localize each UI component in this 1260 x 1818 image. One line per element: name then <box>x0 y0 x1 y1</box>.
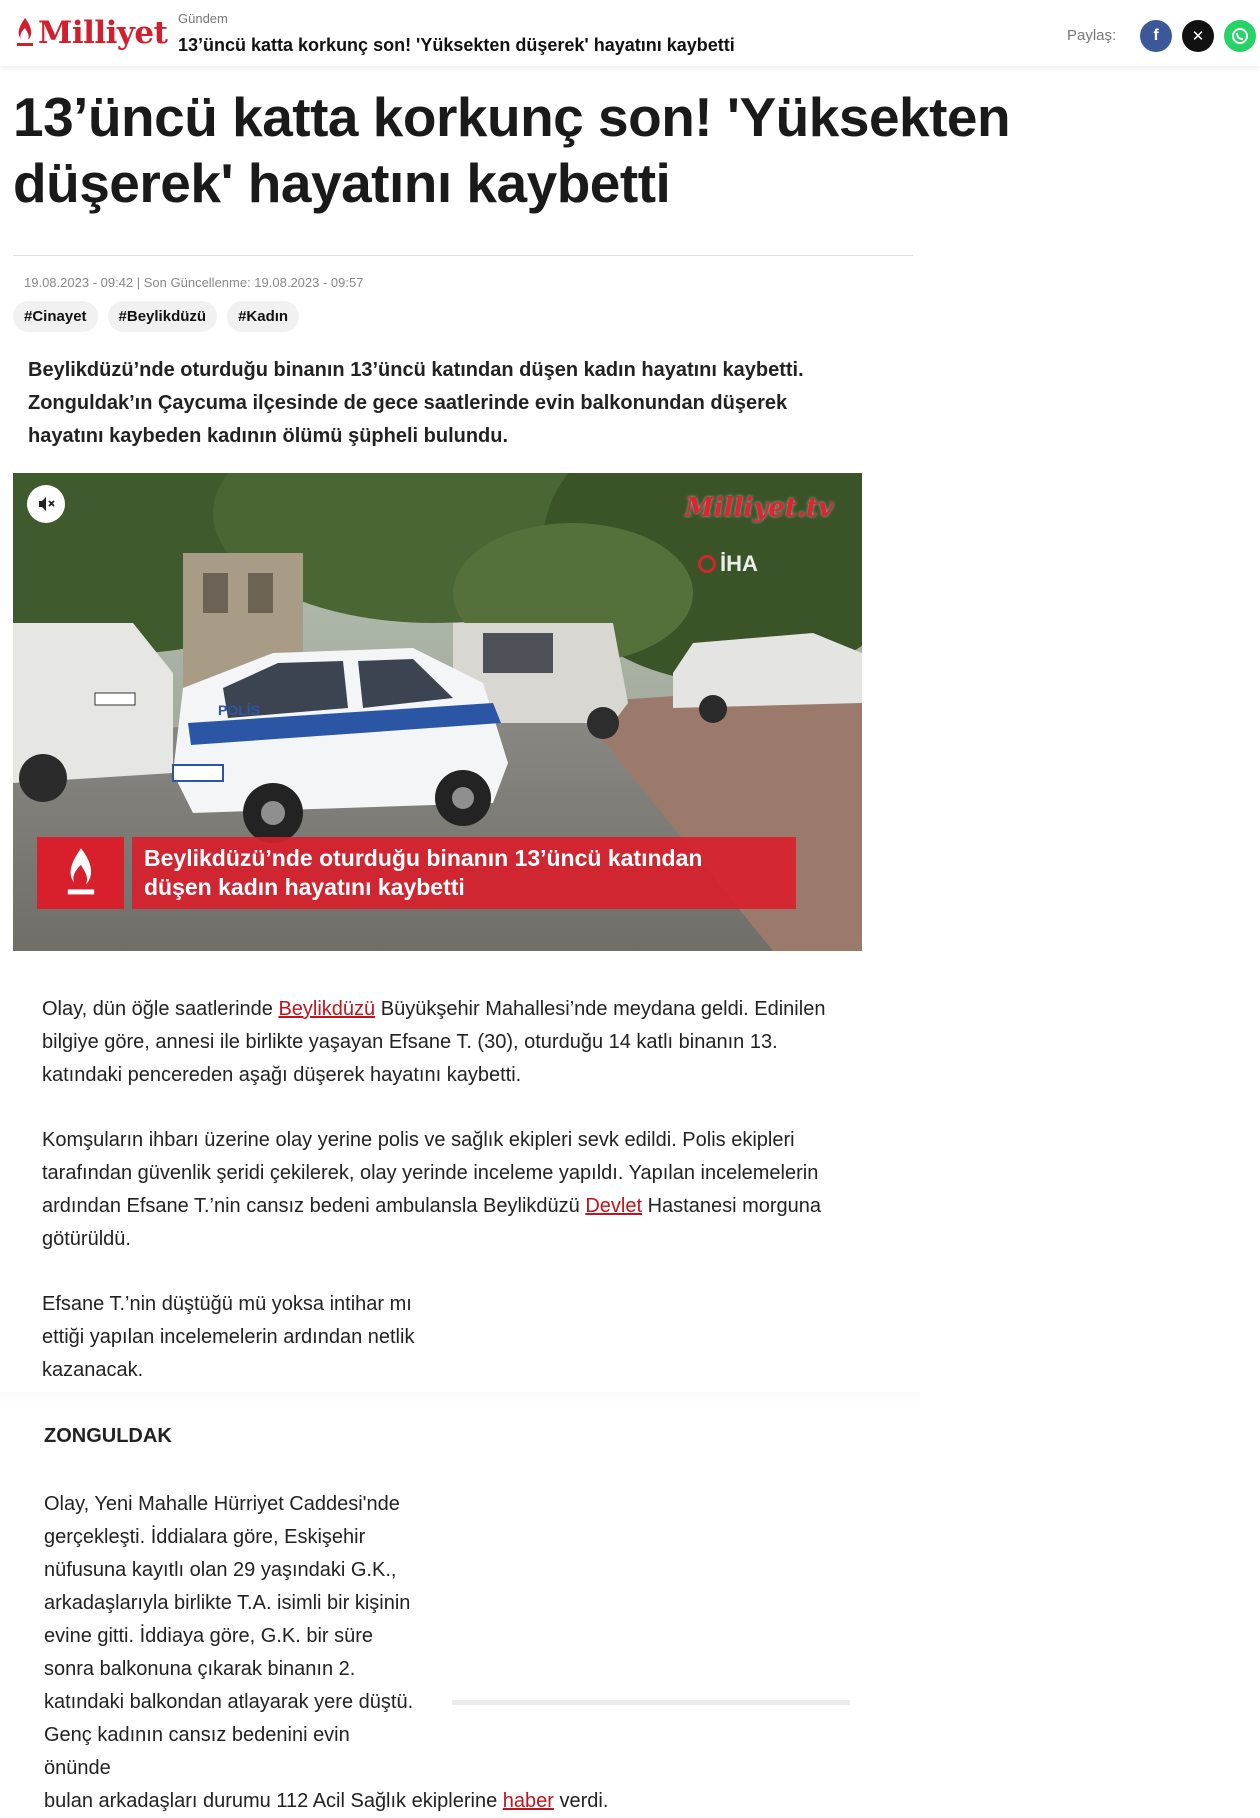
paragraph-4: Olay, Yeni Mahalle Hürriyet Caddesi'nde gerçekleşti. İddialara göre, Eskişehir nüfusuna kayıtlı olan 29 yaşındaki G.K., arkadaşlarıyla birlikte T.A. isimli bir kişinin evine gitti. İddiaya göre, G.K. bir süre sonra balkonuna çıkarak binanın 2. katındaki balkondan atlayarak yere düştü. Genç kadının cansız bedenini evin önünde bulan arkadaşları durumu 112 Acil Sağlık ekiplerine haber verdi. <box>44 1493 609 1812</box>
milliyet-tv-watermark: Milliyet.tv <box>685 493 834 523</box>
ad-placeholder <box>452 1700 850 1705</box>
tag-list <box>13 301 299 332</box>
share-label: Paylaş: <box>1067 27 1117 44</box>
breadcrumb-category[interactable]: Gündem <box>178 11 228 26</box>
facebook-icon: f <box>1153 27 1159 44</box>
tag-beylikduzu[interactable]: #Beylikdüzü <box>108 301 218 332</box>
section-heading-zonguldak: ZONGULDAK <box>44 1425 172 1447</box>
iha-logo-icon <box>698 555 716 573</box>
milliyet-logo[interactable] <box>14 14 167 52</box>
article-headline: 13’üncü katta korkunç son! 'Yüksekten düşerek' hayatını kaybetti <box>13 86 1011 214</box>
flame-icon <box>37 837 124 909</box>
paragraph-2: Komşuların ihbarı üzerine olay yerine polis ve sağlık ekipleri sevk edildi. Polis ekipleri tarafından güvenlik şeridi çekilerek, olay yerinde inceleme yapıldı. Yapılan incelemelerin ardından Efsane T.’nin cansız bedeni ambulansla Beylikdüzü Devlet Hastanesi morguna götürüldü. <box>42 1129 821 1250</box>
x-icon: ✕ <box>1191 28 1205 45</box>
tag-kadin[interactable]: #Kadın <box>227 301 299 332</box>
link-haber[interactable]: haber <box>502 1790 554 1812</box>
whatsapp-icon <box>1231 27 1249 45</box>
tag-cinayet[interactable]: #Cinayet <box>13 301 98 332</box>
article-summary: Beylikdüzü’nde oturduğu binanın 13’üncü katından düşen kadın hayatını kaybetti. Zonguldak’ın Çaycuma ilçesinde de gece saatlerinde evin balkonundan düşerek hayatını kaybeden kadının ölümü şüpheli bulundu. <box>28 359 804 447</box>
facebook-share-button[interactable] <box>1140 20 1172 52</box>
whatsapp-share-button[interactable] <box>1224 20 1256 52</box>
police-label: POLİS <box>218 702 261 718</box>
section-divider <box>0 1392 920 1404</box>
header-article-title: 13’üncü katta korkunç son! 'Yüksekten düşerek' hayatını kaybetti <box>178 35 735 55</box>
mute-button[interactable] <box>27 485 65 523</box>
top-header <box>0 0 1260 66</box>
caption-line-2: düşen kadın hayatını kaybetti <box>144 874 465 900</box>
link-devlet[interactable]: Devlet <box>585 1195 643 1217</box>
logo-text: Milliyet <box>38 15 168 51</box>
x-share-button[interactable] <box>1182 20 1214 52</box>
caption-line-1: Beylikdüzü’nde oturduğu binanın 13’üncü katından <box>144 845 703 871</box>
paragraph-3: Efsane T.’nin düştüğü mü yoksa intihar mı ettiği yapılan incelemelerin ardından netlik kazanacak. <box>42 1293 415 1381</box>
video-caption <box>37 837 796 909</box>
iha-watermark <box>698 551 758 577</box>
article-dates: 19.08.2023 - 09:42 | Son Güncellenme: 19.08.2023 - 09:57 <box>24 275 364 290</box>
mute-icon <box>36 494 56 514</box>
paragraph-1: Olay, dün öğle saatlerinde Beylikdüzü Büyükşehir Mahallesi’nde meydana geldi. Edinilen bilgiye göre, annesi ile birlikte yaşayan Efsane T. (30), oturduğu 14 katlı binanın 13. katındaki pencereden aşağı düşerek hayatını kaybetti. <box>42 998 826 1086</box>
headline-divider <box>13 255 913 256</box>
caption-text <box>132 837 796 909</box>
link-beylikduzu[interactable]: Beylikdüzü <box>278 998 376 1020</box>
flame-icon <box>14 16 36 50</box>
video-player[interactable] <box>13 473 862 951</box>
iha-label: İHA <box>720 551 758 576</box>
